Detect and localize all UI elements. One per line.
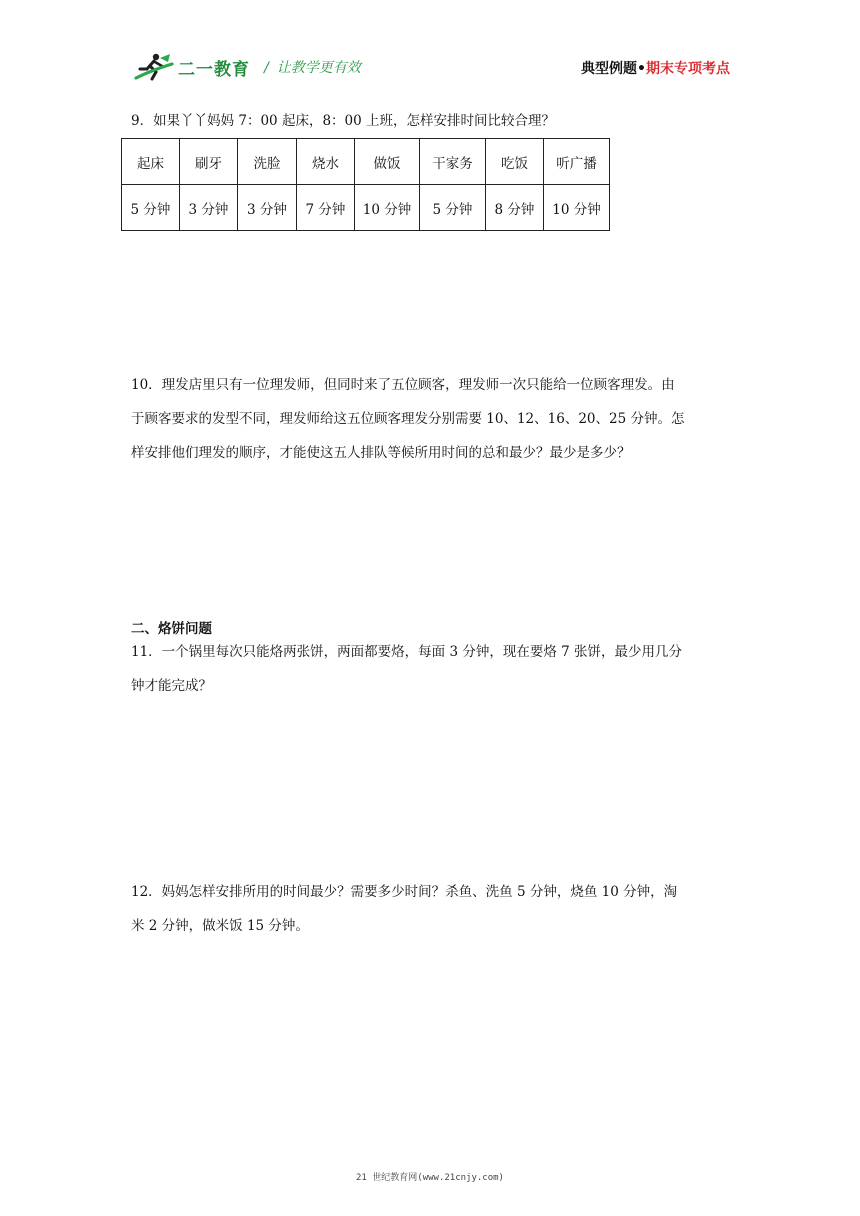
question-11: [131, 635, 731, 703]
table-cell: 刷牙: [180, 139, 238, 185]
table-cell: 干家务: [420, 139, 486, 185]
table-cell: 做饭: [355, 139, 420, 185]
question-10: [131, 368, 731, 470]
runner-logo-icon: [134, 52, 174, 82]
slogan-text: 让教学更有效: [276, 60, 361, 76]
table-cell: 吃饭: [486, 139, 544, 185]
table-cell: 烧水: [297, 139, 355, 185]
question-12: [131, 875, 731, 943]
question-11-line: 钟才能完成？: [131, 678, 212, 694]
time-table: [121, 138, 610, 231]
question-10-line: 样安排他们理发的顺序，才能使这五人排队等候所用时间的总和最少？最少是多少？: [131, 445, 631, 461]
question-12-line: 米 2 分钟，做米饭 15 分钟。: [131, 918, 309, 934]
table-header-row: [122, 139, 610, 185]
header-category-main: 典型例题•: [581, 61, 646, 77]
page-footer: 21 世纪教育网(www.21cnjy.com): [356, 1173, 504, 1183]
slogan: [264, 57, 361, 77]
table-cell: 5 分钟: [420, 185, 486, 231]
table-row: [122, 185, 610, 231]
header-category: [581, 58, 730, 78]
table-cell: 起床: [122, 139, 180, 185]
logo-text: 二一教育: [178, 59, 250, 80]
table-cell: 3 分钟: [180, 185, 238, 231]
question-9: 9．如果丫丫妈妈 7：00 起床，8：00 上班，怎样安排时间比较合理？: [131, 113, 555, 129]
table-cell: 10 分钟: [544, 185, 610, 231]
logo: [134, 50, 361, 84]
table-cell: 10 分钟: [355, 185, 420, 231]
question-11-line: 11．一个锅里每次只能烙两张饼，两面都要烙，每面 3 分钟，现在要烙 7 张饼，最少用几分: [131, 644, 683, 660]
question-10-line: 10．理发店里只有一位理发师，但同时来了五位顾客，理发师一次只能给一位顾客理发。由: [131, 377, 675, 393]
question-12-line: 12．妈妈怎样安排所用的时间最少？需要多少时间？杀鱼、洗鱼 5 分钟，烧鱼 10 分钟，淘: [131, 884, 678, 900]
table-cell: 5 分钟: [122, 185, 180, 231]
table-cell: 听广播: [544, 139, 610, 185]
table-cell: 洗脸: [238, 139, 297, 185]
page-header: [134, 50, 730, 84]
table-cell: 3 分钟: [238, 185, 297, 231]
section-heading: 二、烙饼问题: [131, 621, 212, 637]
table-cell: 7 分钟: [297, 185, 355, 231]
table-cell: 8 分钟: [486, 185, 544, 231]
slogan-separator: /: [264, 60, 269, 76]
question-10-line: 于顾客要求的发型不同，理发师给这五位顾客理发分别需要 10、12、16、20、25 分钟。怎: [131, 411, 685, 427]
header-category-highlight: 期末专项考点: [646, 61, 730, 77]
